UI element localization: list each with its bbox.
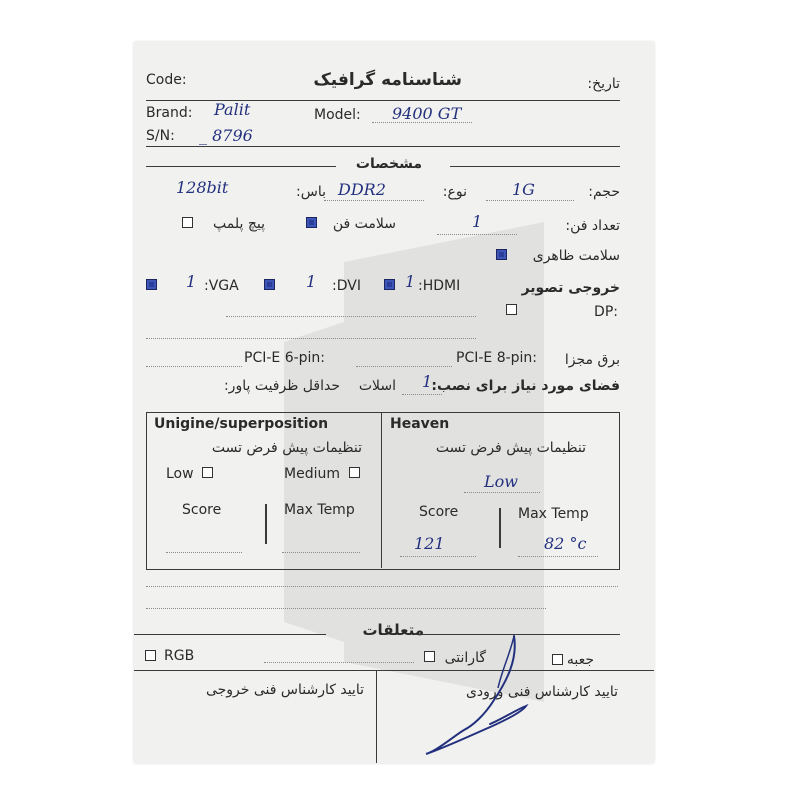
screw-seal-label: پیچ پلمپ: [213, 216, 265, 232]
box-label: جعبه: [566, 652, 594, 668]
pcie-6pin-dots: [146, 366, 242, 367]
heaven-score-separator: [499, 508, 501, 548]
blank-line-2: [146, 586, 618, 587]
heaven-score-dots: [400, 556, 476, 557]
heaven-preset-label: تنظیمات پیش فرض تست: [435, 440, 586, 456]
appearance-label: سلامت ظاهری: [532, 248, 620, 264]
approvals-separator: [376, 670, 377, 763]
heaven-maxtemp-label: Max Temp: [518, 506, 589, 522]
unigine-score-dots: [166, 552, 242, 553]
model-value: 9400 GT: [392, 104, 462, 123]
test-box-divider: [381, 412, 382, 568]
type-dots: [324, 200, 424, 201]
slot-label: اسلات: [358, 378, 396, 394]
heaven-maxtemp-dots: [518, 556, 598, 557]
fan-count-dots: [437, 234, 517, 235]
rgb-label: RGB: [164, 648, 195, 664]
screw-seal-checkbox[interactable]: [182, 217, 193, 228]
dp-checkbox[interactable]: [506, 304, 517, 315]
heaven-preset-dots: [464, 492, 540, 493]
install-space-label: فضای مورد نیاز برای نصب:: [431, 378, 620, 394]
input-expert-approval-label: تایید کارشناس فنی ورودی: [465, 684, 618, 700]
sn-label: S/N:: [146, 128, 175, 144]
type-label: نوع:: [442, 184, 467, 200]
volume-value: 1G: [512, 180, 535, 199]
appearance-checkbox[interactable]: [496, 249, 507, 260]
accessories-section-title: متعلقات: [362, 621, 424, 639]
dvi-label: :DVI: [332, 278, 361, 294]
heaven-score-label: Score: [419, 504, 459, 520]
brand-value: Palit: [214, 100, 251, 119]
unigine-preset-label: تنظیمات پیش فرض تست: [211, 440, 362, 456]
hdmi-count: 1: [405, 272, 416, 291]
dp-dots: [226, 316, 476, 317]
pcie-8pin-dots: [356, 366, 452, 367]
unigine-maxtemp-dots: [282, 552, 360, 553]
unigine-score-separator: [265, 504, 267, 544]
vga-checkbox[interactable]: [146, 279, 157, 290]
form-title: شناسنامه گرافیک: [313, 70, 462, 90]
signature: [414, 630, 574, 760]
specs-rule-right: [450, 166, 620, 167]
spec-form-sheet: [134, 42, 654, 763]
fan-health-checkbox[interactable]: [306, 217, 317, 228]
date-label: تاریخ:: [587, 76, 620, 92]
code-label: Code:: [146, 72, 187, 88]
bus-label: باس:: [296, 184, 326, 200]
accessories-rule-left: [134, 634, 326, 635]
volume-dots: [486, 200, 574, 201]
unigine-maxtemp-label: Max Temp: [284, 502, 355, 518]
dp-label: :DP: [594, 304, 618, 320]
specs-rule-left: [146, 166, 336, 167]
pcie-6pin-label: PCI-E 6-pin:: [244, 350, 326, 366]
slot-value: 1: [422, 372, 433, 391]
approvals-divider: [134, 670, 654, 671]
dvi-count: 1: [306, 272, 317, 291]
vga-label: :VGA: [204, 278, 239, 294]
blank-line-1: [146, 338, 476, 339]
heaven-title: Heaven: [390, 416, 450, 432]
slot-dots: [402, 394, 442, 395]
unigine-low-checkbox[interactable]: [202, 467, 213, 478]
specs-section-title: مشخصات: [355, 156, 422, 172]
power-label: برق مجزا: [564, 352, 620, 368]
unigine-title: Unigine/superposition: [154, 416, 329, 432]
min-power-label: حداقل ظرفیت پاور:: [223, 378, 340, 394]
type-value: DDR2: [338, 180, 386, 199]
sn-value: _ 8796: [199, 126, 253, 145]
warranty-label: گارانتی: [444, 650, 486, 666]
heaven-preset-value: Low: [484, 472, 518, 491]
fan-health-label: سلامت فن: [332, 216, 396, 232]
dvi-checkbox[interactable]: [264, 279, 275, 290]
unigine-medium-checkbox[interactable]: [349, 467, 360, 478]
bus-value: 128bit: [176, 178, 229, 197]
output-expert-approval-label: تایید کارشناس فنی خروجی: [205, 682, 364, 698]
model-label: Model:: [314, 107, 361, 123]
fan-count-value: 1: [472, 212, 483, 231]
heaven-maxtemp-value: 82 °c: [544, 534, 587, 553]
heaven-score-value: 121: [414, 534, 445, 553]
hdmi-label: :HDMI: [418, 278, 461, 294]
vga-count: 1: [186, 272, 197, 291]
hdmi-checkbox[interactable]: [384, 279, 395, 290]
rgb-checkbox[interactable]: [145, 650, 156, 661]
fan-count-label: تعداد فن:: [565, 218, 620, 234]
blank-line-3: [146, 608, 546, 609]
unigine-score-label: Score: [182, 502, 222, 518]
accessories-dots: [264, 662, 414, 663]
unigine-low-label: Low: [166, 466, 194, 482]
unigine-medium-label: Medium: [284, 466, 340, 482]
volume-label: حجم:: [588, 184, 620, 200]
pcie-8pin-label: PCI-E 8-pin:: [456, 350, 538, 366]
brand-label: Brand:: [146, 105, 193, 121]
info-divider: [146, 146, 620, 147]
video-output-label: خروجی تصویر: [521, 280, 620, 296]
